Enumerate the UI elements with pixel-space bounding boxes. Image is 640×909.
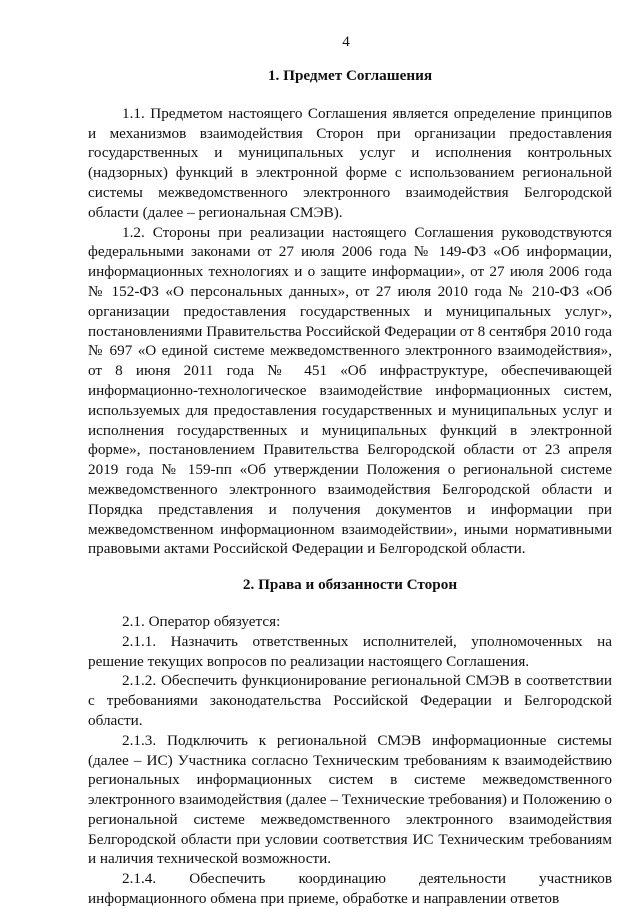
- paragraph-1-1: 1.1. Предметом настоящего Соглашения является определение принципов и механизмов взаимодействия Сторон при организации предоставления государственных и муниципальных услуг и исполнения контрольных (надзорных) функций в электронной форме с использованием региональной системы межведомственного электронного взаимодействия Белгородской области (далее – региональная СМЭВ).: [88, 104, 612, 221]
- page-number: 4: [342, 34, 350, 50]
- paragraph-2-1-3: 2.1.3. Подключить к региональной СМЭВ информационные системы (далее – ИС) Участника согласно Техническим требованиям к взаимодействию региональных информационных систем в системе межведомственного электронного взаимодействия (далее – Технические требования) и Положению о региональной системе межведомственного электронного взаимодействия Белгородской области при условии соответствия ИС Техническим требованиям и наличия технической возможности.: [88, 731, 612, 868]
- paragraph-2-1-2: 2.1.2. Обеспечить функционирование региональной СМЭВ в соответствии с требованиями законодательства Российской Федерации и Белгородской области.: [88, 672, 612, 729]
- document-body: [88, 62, 612, 909]
- section-2-title: 2. Права и обязанности Сторон: [242, 576, 458, 594]
- paragraph-2-1-4: 2.1.4. Обеспечить координацию деятельности участников информационного обмена при приеме, обработке и направлении ответов: [88, 870, 612, 908]
- section-1-title: 1. Предмет Соглашения: [267, 67, 433, 84]
- paragraph-2-1-1: 2.1.1. Назначить ответственных исполнителей, уполномоченных на решение текущих вопросов по реализации настоящего Соглашения.: [88, 632, 612, 670]
- paragraph-1-2: 1.2. Стороны при реализации настоящего Соглашения руководствуются федеральными законами от 27 июля 2006 года № 149-ФЗ «Об информации, информационных технологиях и о защите информации», от 27 июля 2006 года № 152-ФЗ «О персональных данных», от 27 июля 2010 года № 210-ФЗ «Об организации предоставления государственных и муниципальных услуг», постановлениями Правительства Российской Федерации от 8 сентября 2010 года № 697 «О единой системе межведомственного электронного взаимодействия», от 8 июня 2011 года № 451 «Об инфраструктуре, обеспечивающей информационно-технологическое взаимодействие информационных систем, используемых для предоставления государственных и муниципальных услуг и исполнения государственных и муниципальных функций в электронной форме», постановлением Правительства Белгородской области от 23 апреля 2019 года № 159-пп «Об утверждении Положения о региональной системе межведомственного электронного взаимодействия Белгородской области и Порядка представления и получения документов и информации при межведомственном информационном взаимодействии», иными нормативными правовыми актами Российской Федерации и Белгородской области.: [88, 223, 612, 558]
- paragraph-2-1: 2.1. Оператор обязуется:: [122, 612, 281, 630]
